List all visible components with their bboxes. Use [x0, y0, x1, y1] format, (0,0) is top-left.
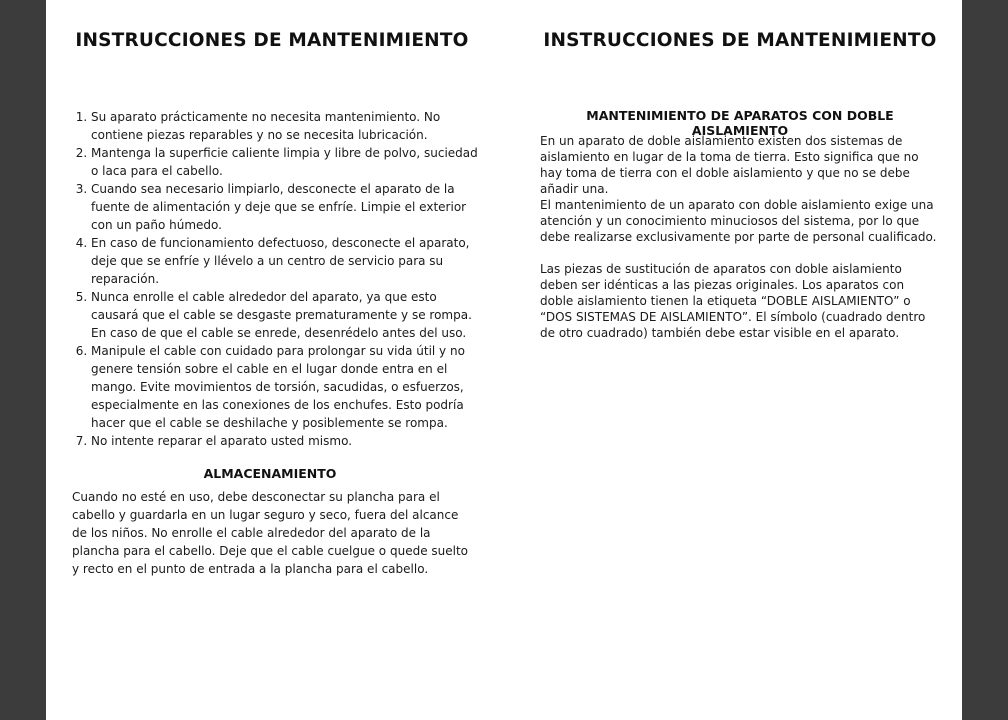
insulation-paragraph: Las piezas de sustitución de aparatos con doble aislamiento deben ser idénticas a las piezas originales. Los aparatos con doble aislamiento tienen la etiqueta “DOBLE AISLAMIENTO” o “DOS SISTEMAS DE AISLAMIENTO”. El símbolo (cuadrado dentro de otro cuadrado) también debe estar visible en el aparato. [540, 262, 926, 340]
maintenance-list [72, 108, 487, 450]
page-title-right: INSTRUCCIONES DE MANTENIMIENTO [543, 30, 937, 51]
storage-paragraph: Cuando no esté en uso, debe desconectar su plancha para el cabello y guardarla en un lugar seguro y seco, fuera del alcance de los niños. No enrolle el cable alrededor del aparato de la plancha para el cabello. Deje que el cable cuelgue o quede suelto y recto en el punto de entrada a la plancha para el cabello. [72, 490, 469, 576]
list-item: 3. Cuando sea necesario limpiarlo, desconecte el aparato de la fuente de alimentación y deje que se enfríe. Limpie el exterior con un paño húmedo. [91, 180, 487, 234]
list-item: 1. Su aparato prácticamente no necesita mantenimiento. No contiene piezas reparables y no se necesita lubricación. [91, 108, 487, 144]
document-page [46, 0, 962, 720]
page-title-left: INSTRUCCIONES DE MANTENIMIENTO [75, 30, 469, 51]
list-item: 5. Nunca enrolle el cable alrededor del aparato, ya que esto causará que el cable se desgaste prematuramente y se rompa. En caso de que el cable se enrede, desenrédelo antes del uso. [91, 288, 487, 342]
insulation-paragraph: El mantenimiento de un aparato con doble aislamiento exige una atención y un conocimiento minuciosos del sistema, por lo que debe realizarse exclusivamente por parte de personal cualificado. [540, 198, 937, 244]
list-item: 6. Manipule el cable con cuidado para prolongar su vida útil y no genere tensión sobre el cable en el lugar donde entra en el mango. Evite movimientos de torsión, sacudidas, o esfuerzos, especialmente en las conexiones de los enchufes. Esto podría hacer que el cable se deshilache y posiblemente se rompa. [91, 342, 487, 432]
storage-heading: ALMACENAMIENTO [203, 466, 337, 481]
double-insulation-heading: MANTENIMIENTO DE APARATOS CON DOBLE AISLAMIENTO [586, 108, 894, 138]
list-item: 2. Mantenga la superficie caliente limpia y libre de polvo, suciedad o laca para el cabello. [91, 144, 487, 180]
list-item: 7. No intente reparar el aparato usted mismo. [91, 432, 487, 450]
insulation-paragraph: En un aparato de doble aislamiento existen dos sistemas de aislamiento en lugar de la toma de tierra. Esto significa que no hay toma de tierra con el doble aislamiento y que no se debe añadir una. [540, 134, 919, 196]
list-item: 4. En caso de funcionamiento defectuoso, desconecte el aparato, deje que se enfríe y llévelo a un centro de servicio para su reparación. [91, 234, 487, 288]
